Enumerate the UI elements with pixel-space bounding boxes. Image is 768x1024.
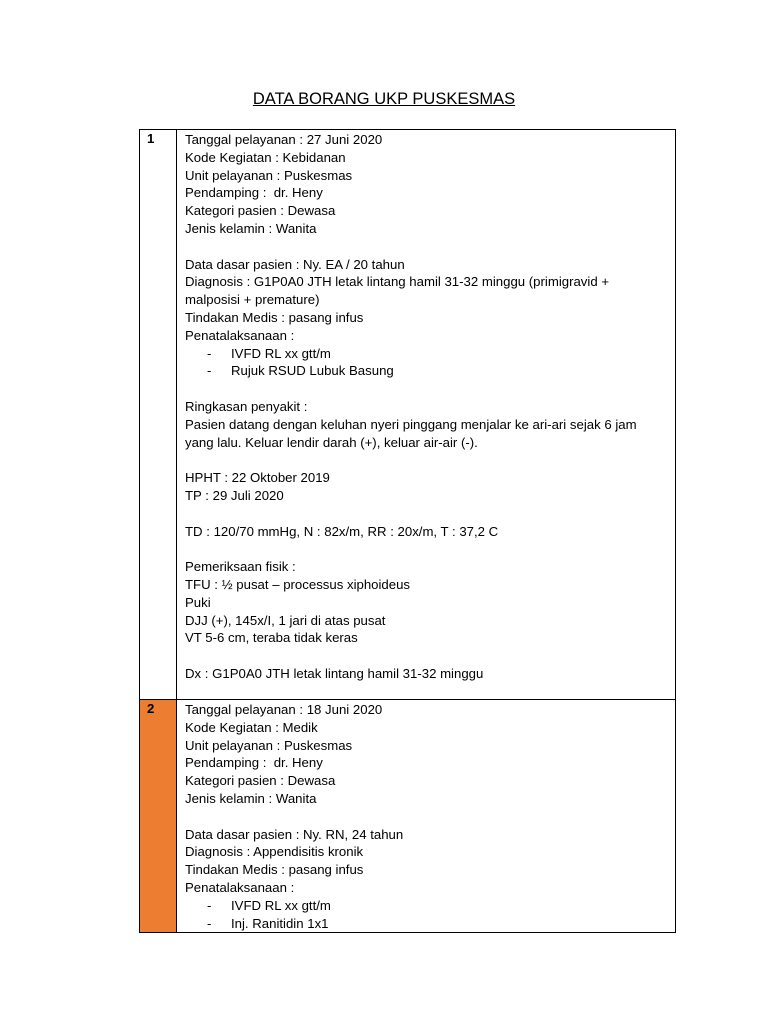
table-row	[140, 700, 676, 933]
dx: Dx : G1P0A0 JTH letak lintang hamil 31-32 minggu	[185, 665, 484, 681]
jenis-kelamin: Jenis kelamin : Wanita	[185, 790, 317, 806]
diagnosis: Diagnosis : Appendisitis kronik	[185, 844, 364, 860]
row-number: 2	[140, 700, 177, 933]
penatalaksanaan-label: Penatalaksanaan :	[185, 879, 295, 895]
pendamping: Pendamping : dr. Heny	[185, 755, 323, 771]
list-item	[185, 345, 667, 363]
ringkasan-label: Ringkasan penyakit :	[185, 398, 308, 414]
pemeriksaan-item: VT 5-6 cm, teraba tidak keras	[185, 630, 358, 646]
penatalaksanaan-item: Inj. Ranitidin 1x1	[231, 915, 329, 931]
kategori-pasien: Kategori pasien : Dewasa	[185, 203, 336, 219]
penatalaksanaan-item: IVFD RL xx gtt/m	[231, 897, 331, 913]
record-content	[177, 130, 676, 700]
unit-pelayanan: Unit pelayanan : Puskesmas	[185, 737, 353, 753]
pemeriksaan-item: TFU : ½ pusat – processus xiphoideus	[185, 576, 411, 592]
penatalaksanaan-label: Penatalaksanaan :	[185, 327, 295, 343]
row-number: 1	[140, 130, 177, 700]
ringkasan-penyakit: Pasien datang dengan keluhan nyeri pinggang menjalar ke ari-ari sejak 6 jam yang lalu. Keluar lendir darah (+), keluar air-air (-).	[185, 416, 637, 450]
page-title: DATA BORANG UKP PUSKESMAS	[252, 90, 516, 108]
dash-bullet: -	[207, 363, 212, 379]
kategori-pasien: Kategori pasien : Dewasa	[185, 773, 336, 789]
borang-table	[139, 129, 676, 933]
table-row	[140, 130, 676, 700]
jenis-kelamin: Jenis kelamin : Wanita	[185, 220, 317, 236]
hpht: HPHT : 22 Oktober 2019	[185, 470, 330, 486]
diagnosis: Diagnosis : G1P0A0 JTH letak lintang hamil 31-32 minggu (primigravid + malposisi + premature)	[185, 274, 610, 308]
tanggal-pelayanan: Tanggal pelayanan : 27 Juni 2020	[185, 132, 383, 147]
vital-signs: TD : 120/70 mmHg, N : 82x/m, RR : 20x/m, T : 37,2 C	[185, 523, 499, 539]
dash-bullet: -	[207, 915, 212, 931]
record-content	[177, 700, 676, 933]
kode-kegiatan: Kode Kegiatan : Kebidanan	[185, 149, 346, 165]
pendamping: Pendamping : dr. Heny	[185, 185, 323, 201]
pemeriksaan-item: Puki	[185, 594, 211, 610]
tindakan-medis: Tindakan Medis : pasang infus	[185, 309, 364, 325]
unit-pelayanan: Unit pelayanan : Puskesmas	[185, 167, 353, 183]
pemeriksaan-item: DJJ (+), 145x/I, 1 jari di atas pusat	[185, 612, 386, 628]
tindakan-medis: Tindakan Medis : pasang infus	[185, 862, 364, 878]
penatalaksanaan-item: Rujuk RSUD Lubuk Basung	[231, 363, 394, 379]
pemeriksaan-label: Pemeriksaan fisik :	[185, 559, 296, 575]
tanggal-pelayanan: Tanggal pelayanan : 18 Juni 2020	[185, 702, 383, 717]
list-item	[185, 362, 667, 380]
data-dasar-pasien: Data dasar pasien : Ny. EA / 20 tahun	[185, 256, 405, 272]
tp: TP : 29 Juli 2020	[185, 487, 284, 503]
penatalaksanaan-item: IVFD RL xx gtt/m	[231, 345, 331, 361]
list-item	[185, 897, 667, 915]
list-item	[185, 915, 667, 933]
kode-kegiatan: Kode Kegiatan : Medik	[185, 719, 318, 735]
dash-bullet: -	[207, 345, 212, 361]
dash-bullet: -	[207, 897, 212, 913]
data-dasar-pasien: Data dasar pasien : Ny. RN, 24 tahun	[185, 826, 404, 842]
